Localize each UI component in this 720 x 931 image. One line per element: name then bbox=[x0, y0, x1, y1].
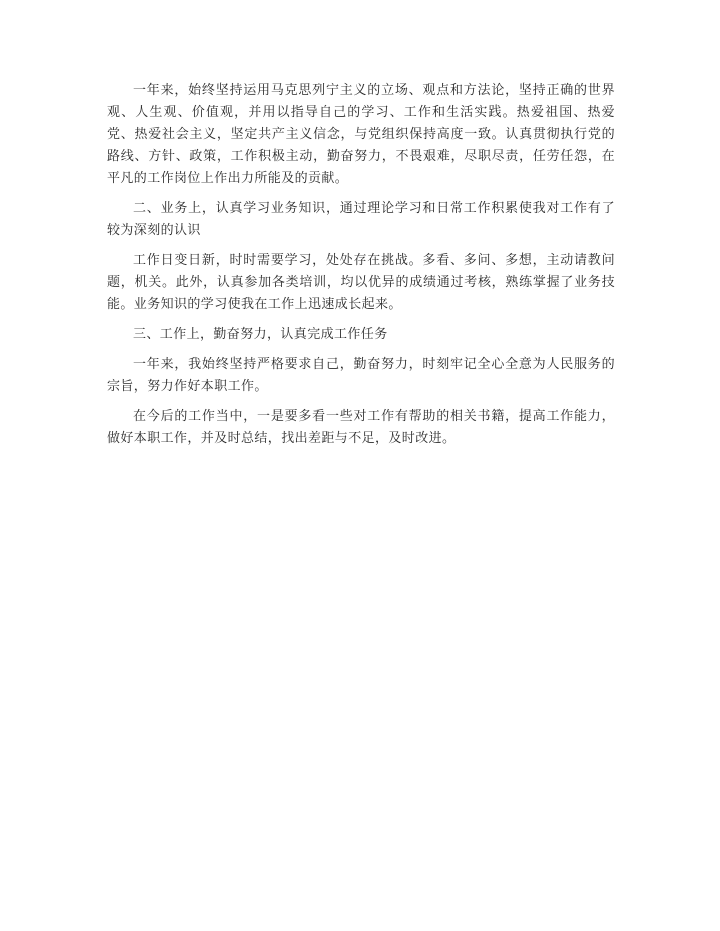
paragraph-work-diligence: 一年来，我始终坚持严格要求自己，勤奋努力，时刻牢记全心全意为人民服务的宗旨，努力作好本职工作。 bbox=[107, 357, 615, 394]
document-body bbox=[107, 80, 615, 458]
paragraph-business-learning: 工作日变日新，时时需要学习，处处存在挑战。多看、多问、多想，主动请教问题，机关。此外，认真参加各类培训，均以优异的成绩通过考核，熟练掌握了业务技能。业务知识的学习使我在工作上迅速成长起来。 bbox=[107, 253, 615, 312]
heading-business: 二、业务上，认真学习业务知识，通过理论学习和日常工作积累使我对工作有了较为深刻的认识 bbox=[107, 201, 615, 238]
paragraph-political-stance: 一年来，始终坚持运用马克思列宁主义的立场、观点和方法论，坚持正确的世界观、人生观、价值观，并用以指导自己的学习、工作和生活实践。热爱祖国、热爱党、热爱社会主义，坚定共产主义信念，与党组织保持高度一致。认真贯彻执行党的路线、方针、政策，工作积极主动，勤奋努力，不畏艰难，尽职尽责，任劳任怨，在平凡的工作岗位上作出力所能及的贡献。 bbox=[107, 83, 615, 186]
heading-work: 三、工作上，勤奋努力，认真完成工作任务 bbox=[133, 327, 388, 342]
paragraph-future-plans: 在今后的工作当中，一是要多看一些对工作有帮助的相关书籍，提高工作能力，做好本职工作，并及时总结，找出差距与不足，及时改进。 bbox=[107, 409, 615, 446]
